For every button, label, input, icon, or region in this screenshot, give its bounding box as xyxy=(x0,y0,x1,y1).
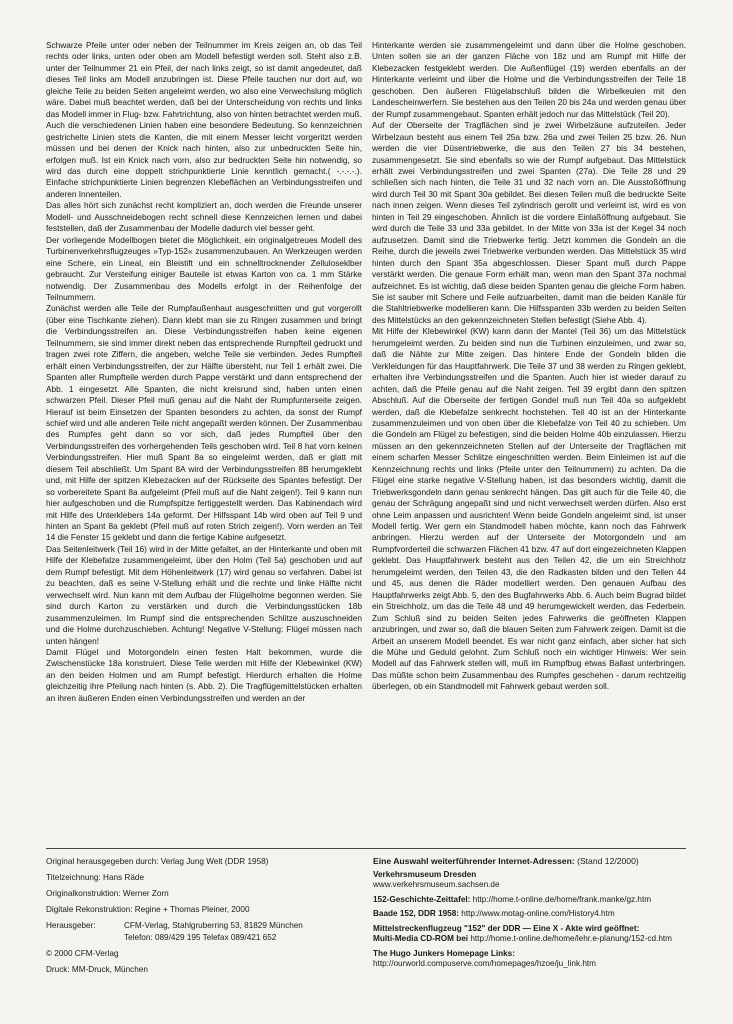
article-column-right xyxy=(372,40,686,842)
article-paragraph: Das Seitenleitwerk (Teil 16) wird in der Mitte gefaltet, an der Hinterkante und oben mit Hilfe der Klebefalze zusammengeleimt, über den Holm (Teil 5a) geschoben und auf dem Rumpf befestigt. Mit dem Höhenleitwerk (17) wird genau so verfahren. Dabei ist zu beachten, daß es seine V-Stellung erhält und die rechte und linke Hälfte nicht verwechselt wird. Nun kann mit dem Aufbau der Flügelholme begonnen werden. Sie sind durch Karton zu verstärken und durch die Verbindungsstücken 18b zusammenzuleimen. Im Rumpf sind die entsprechenden Schlitze auszuschneiden und die Holme durchzuschieben. Achtung! Negative V-Stellung: Flügel müssen nach unten hängen! xyxy=(46,543,362,646)
links-heading-text: Eine Auswahl weiterführender Internet-Adressen: xyxy=(373,856,575,866)
article-paragraph: Zunächst werden alle Teile der Rumpfaußenhaut ausgeschnitten und gut vorgerollt (über eine Tischkante ziehen). Dann klebt man sie zu Ringen zusammen und bringt die Verbindungsstreifen an. Diese Verbindungsstreifen haben keine eigenen Teilnummern, sie sind immer direkt neben das entsprechende Rumpfteil gedruckt und tragen zwei rote Ziffern, die angeben, welche Teile sie verbinden. Jedes Rumpfteil erhält einen Verbindungsstreifen, der zur Hälfte übersteht, nur Teil 1 erhält zwei. Die Spanten aller Rumpfteile werden durch Pappe verstärkt und dann entsprechend der Abb. 1 eingesetzt. Alle Spanten, die nicht kreisrund sind, haben unten einen schwarzen Pfeil. Dieser Pfeil muß genau auf die Naht der Rumpfunterseite zeigen. Hierauf ist beim Einsetzen der Spanten besonders zu achten, da sonst der Rumpf schief wird und alle anderen Teile nicht angepaßt werden können. Der Zusammenbau des Rumpfes geht dann so vor sich, daß jedes Rumpfteil über den Verbindungsstreifen des vorhergehenden Teils geschoben wird. Teil 8 hat vorn keinen Verbindungsstreifen. Hier muß Spant 8a so eingeleimt werden, daß er glatt mit diesem Teil abschließt. Um Spant 8A wird der Verbindungsstreifen 8B herumgeklebt und, mit Hilfe der spitzen Klebezacken auf der Rückseite des Spantes befestigt. Der so vorbereitete Spant 8a aufgeleimt (Pfeil muß auf die Naht zeigen!). Teil 9 kann nun hier aufgeschoben und die Rumpfspitze fertiggestellt werden. Das Kabinendach wird mit Hilfe des Unterklebers 14a geformt. Der Hilfsspant 14b wird oben auf Teil 9 und hinten an Spant 8a geklebt (Pfeil muß auf roten Strich zeigen!). Vorn werden an Teil 14 die Fenster 15 geklebt und dann die fertige Kabine aufgesetzt. xyxy=(46,303,362,543)
link-museum-title: Verkehrsmuseum Dresden xyxy=(373,869,477,879)
link-cdrom-url[interactable]: http://home.t-online.de/home/lehr.e-planung/152-cd.htm xyxy=(470,934,672,943)
link-baade-label: Baade 152, DDR 1958: xyxy=(373,909,460,918)
imprint-block xyxy=(46,856,356,980)
imprint-publisher-phone: Telefon: 089/429 195 Telefax 089/421 652 xyxy=(124,933,277,942)
article-paragraph: Hinterkante werden sie zusammengeleimt und dann über die Holme geschoben. Unten sollen sie an der ganzen Fläche von 18z und am Rumpf mit Hilfe der Klebezacken festgeklebt werden. Die Außenflügel (19) werden ebenfalls an der Hinterkante verleimt und über die Holme und die Verbindungsstreifen der Teile 18 geschoben. Den äußeren Flügelabschluß bilden die Wirbelkeulen mit den Landescheinwerfern. Sie bestehen aus den Teilen 20 bis 24a und werden genau über der Rumpf zusammengebaut. Spanten erhält jedoch nur das Mittelstück (Teil 20). xyxy=(372,40,686,119)
imprint-original: Original herausgegeben durch: Verlag Jung Welt (DDR 1958) xyxy=(46,857,269,866)
link-entry-museum xyxy=(373,870,686,891)
link-entry-cdrom xyxy=(373,924,686,945)
imprint-copyright: © 2000 CFM-Verlag xyxy=(46,949,119,958)
link-entry-junkers xyxy=(373,949,686,970)
link-cdrom-title: Mittelstreckenflugzeug "152" der DDR — Eine X - Akte wird geöffnet: xyxy=(373,923,640,933)
link-entry-timeline xyxy=(373,895,686,906)
links-heading xyxy=(373,856,686,867)
link-cdrom-label: Multi-Media CD-ROM bei xyxy=(373,934,469,943)
link-timeline-label: 152-Geschichte-Zeittafel: xyxy=(373,894,471,904)
article-paragraph: Auch die verschiedenen Linien haben eine besondere Bedeutung. So kennzeichnen gestrichelte Linien stets die Kanten, die mit einem Messer leicht vorgeritzt werden müssen und bei denen der Knick nach hinten, also zur unbedruckten Seite hin, erfolgen muß. Ist ein Knick nach vorn, also zur bedruckten Seite hin notwendig, so wird das durch eine doppelt strichpunktierte Linie kenntlich gemacht.( -.-.-.-.). Einfache strichpunktierte Linien begrenzen Klebeflächen an Verbindungsstreifen und anderen Innenteilen. xyxy=(46,120,362,199)
link-junkers-url[interactable]: http://ourworld.compuserve.com/homepages/hzoe/ju_link.htm xyxy=(373,959,596,968)
article-column-left xyxy=(46,40,362,842)
imprint-publisher-label: Herausgeber: xyxy=(46,921,96,930)
link-entry-baade xyxy=(373,909,686,920)
link-junkers-title: The Hugo Junkers Homepage Links: xyxy=(373,948,515,958)
imprint-publisher xyxy=(46,920,356,931)
article-paragraph: Damit Flügel und Motorgondeln einen festen Halt bekommen, wurde die Zwischenstücke 18a konstruiert. Diese Teile werden mit Hilfe der Klebewinkel (KW) an den beiden Holmen und am Rumpf befestigt. Hierdurch erhalten die Holme gleichzeitig ihre Pfeilung nach hinten (s. Abb. 2). Die Tragflügemittelstücken erhalten an ihren äußeren Enden einen Verbindungsstreifen und werden an der xyxy=(46,647,362,703)
imprint-print: Druck: MM-Druck, München xyxy=(46,965,148,974)
imprint-construction: Originalkonstruktion: Werner Zorn xyxy=(46,889,169,898)
link-baade-url[interactable]: http://www.motag-online.com/History4.htm xyxy=(461,909,615,918)
links-heading-note: (Stand 12/2000) xyxy=(577,856,639,866)
imprint-title-drawing: Titelzeichnung: Hans Räde xyxy=(46,873,145,882)
link-museum-url[interactable]: www.verkehrsmuseum.sachsen.de xyxy=(373,880,500,889)
article-paragraph: Auf der Oberseite der Tragflächen sind je zwei Wirbelzäune aufzuteilen. Jeder Wirbelzaun besteht aus einem Teil 25a bzw. 26a und zwei Teilen 25 bzw. 26. Nun werden die vier Düsentriebwerke, die aus den Teilen 27 bis 34 bestehen, zusammengesetzt. Sie sind ebenfalls so wie der Rumpf aufgebaut. Das Mittelstück erhält zwei Verbindungsstreifen und zwei Spanten (27a). Die Teile 28 und 29 schließen sich nach hinten, die Teile 31 und 32 nach vorn an. Die Ausstoßöffnung wird durch Teil 30 mit Spant 30a gebildet. Bei diesen Teilen muß die bedruckte Seite nach innen zeigen. Wenn dieses Teil zylindrisch gerollt und verleimt ist, wird es von hinten in Teil 29 eingeschoben. Ähnlich ist die vordere Einlaßöffnung aufgebaut. Sie wird durch die Teile 33 und 33a gebildet. In der Mitte von 33a ist der Kegel 34 noch aufzusetzen. Damit sind die Triebwerke fertig. Jetzt kommen die Gondeln an die Reihe, durch die jeweils zwei Triebwerke verbunden werden. Das Mittelstück 35 wird hinten durch den Spant 35a abgeschlossen. Dieser Spant muß durch Pappe verstärkt werden. Die genaue Form erhält man, wenn man den Spant 37a nochmal aufzeichnet. Es ist wichtig, daß diese beiden Spanten genau die gleiche Form haben. Sie ist sauber mit Schere und Feile aufzuarbeiten, damit man die beiden Kanäle für die Stahltriebwerke modellieren kann. Die Hilfsspanten 33b werden zu beiden Seiten des Mittelstücks an den gekennzeichneten Stellen befestigt (Siehe Abb. 4). xyxy=(372,120,686,325)
internet-links xyxy=(373,856,686,974)
imprint-reconstruction: Digitale Rekonstruktion: Regine + Thomas Pleiner, 2000 xyxy=(46,905,250,914)
link-timeline-url[interactable]: http://home.t-online.de/home/frank.manke/gz.htm xyxy=(472,894,652,904)
article-paragraph: Mit Hilfe der Klebewinkel (KW) kann dann der Mantel (Teil 36) um das Mittelstück herumgeleimt werden. Zu beiden sind nun die Turbinen einzuleimen, und zwar so, daß die Nähte zur Mitte zeigen. Das hintere Ende der Gondeln bilden die Verkleidungen für das Hauptfahrwerk. Die Teile 37 und 38 werden zu Ringen geklebt, erhalten ihre Verbindungsstreifen und die Spanten. Auch hier ist wieder darauf zu achten, daß die Pfeile genau auf die Naht zeigen. Teil 39 ergibt dann den spitzen Abschluß. Auf die Oberseite der fertigen Gondel muß nun Teil 40a so aufgeklebt werden, daß die Klebefalze senkrecht hochstehen. Teil 40 ist an der Hinterkante zusammenzuleimen und von oben über die Klebefalze von Teil 40 zu schieben. Um die Gondeln am Flügel zu befestigen, sind die beiden Holme 40b einzulassen. Hierzu müssen an den gekennzeichneten Stellen auf der Unterseite der Tragflächen mit einem scharfen Messer Schlitze eingeschnitten werden. Beim Einleimen ist auf die Kennzeichnung rechts und links (Pfeile unter den Teilnummern) zu achten. Da die Flügel eine starke negative V-Stellung haben, ist das besonders wichtig, damit die Triebwerksgondeln dann genau senkrecht hängen. Das gilt auch für die Teile 40, die genau der Schrägung angepaßt sind und nicht verwechselt werden dürfen. Also erst ohne Leim anpassen und ausrichten! Wenn beide Gondeln angeleimt sind, ist unser Modell fertig. Wer gern ein Standmodell haben möchte, kann noch das Fahrwerk anbringen. Hierzu werden auf der Unterseite der Motorgondeln und am Rumpfvorderteil die schwarzen Flächen 41 bzw. 47 auf dort eingezeichneten Klappen geklebt. Das Hauptfahrwerk besteht aus den Teilen 42, die um ein Streichholz herumgeleimt werden, den Teilen 43, die den Radkasten bilden und den Teilen 44 und 45, aus denen die Räder modelliert werden. Den genauen Aufbau des Hauptfahrwerks zeigt Abb. 5, den des Bugfahrwerks Abb. 6. Auch beim Bugrad bildet ein Streichholz, um das die Teile 48 und 49 herumgewickelt werden, das Federbein. Zum Schluß sind zu beiden Seiten jedes Fahrwerks die geöffneten Klappen anzubringen, und zwar so, daß die blauen Seiten zum Fahrwerk zeigen. Damit ist die Arbeit an unserem Modell beendet. Es war nicht ganz einfach, aber sicher hat sich die Mühe und Geduld gelohnt. Zum Schluß noch ein wichtiger Hinweis: Wer sein Modell auf das Fahrwerk stellen will, muß im Rumpfbug etwas Ballast unterbringen. Das müßte schon beim Zusammenbau des Rumpfes geschehen - darum rechtzeitig überlegen, ob ein Standmodell mit Fahrwerk gebaut werden soll. xyxy=(372,326,686,692)
footer-divider xyxy=(46,848,686,849)
imprint-phone-row xyxy=(46,932,356,943)
imprint-publisher-address: CFM-Verlag, Stahlgruberring 53, 81829 München xyxy=(124,921,303,930)
article-paragraph: Schwarze Pfeile unter oder neben der Teilnummer im Kreis zeigen an, ob das Teil rechts oder links, unten oder oben am Modell befestigt werden soll. Steht also z.B. unter der Teilnummer 21 ein Pfeil, der nach links zeigt, so ist damit angedeutet, daß dieses Teil links am Modell anzubringen ist. Diese Pfeile tauchen nur dort auf, wo gleiche Teile zu beiden Seiten angeleimt werden, wo also eine Verwechslung möglich wäre. Dabei muß beachtet werden, daß bei der Unterscheidung von rechts und links das Modell immer in Flug- bzw. Fahrtrichtung, also von hinten betrachtet werden muß. xyxy=(46,40,362,119)
article-paragraph: Das alles hört sich zunächst recht kompliziert an, doch werden die Freunde unserer Modell- und Ausschneidebogen recht schnell diese Kennzeichen lernen und dabei feststellen, daß der Zusammenbau der Modelle dadurch viel besser geht. xyxy=(46,200,362,234)
article-paragraph: Der vorliegende Modellbogen bietet die Möglichkeit, ein originalgetreues Modell des Turbinenverkehrsflugzeuges »Typ-152« zusammenzubauen. An Werkzeugen werden eine Schere, ein Lineal, ein Bleistift und ein schnelltrocknender Zelluloseklber gebraucht. Zur Versteifung einiger Bauteile ist etwas Karton von ca. 1 mm Stärke notwendig. Der Zusammenbau des Modells erfolgt in der Reihenfolge der Teilnummern. xyxy=(46,234,362,302)
